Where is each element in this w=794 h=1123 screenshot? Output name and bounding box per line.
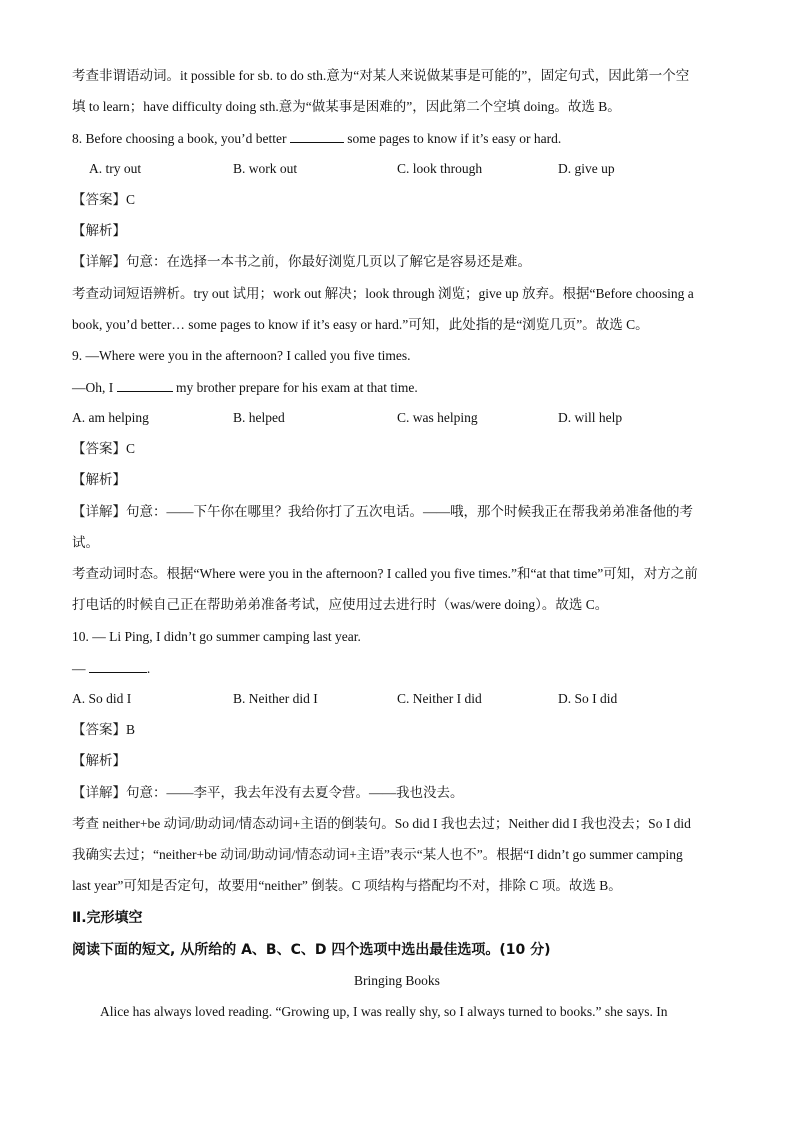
- question-10-stem-part-1: —: [72, 661, 86, 676]
- answer-value: B: [126, 722, 136, 737]
- question-10-option-b: B. Neither did I: [233, 691, 318, 706]
- question-10-stem-part-2: .: [146, 661, 151, 676]
- answer-value: C: [126, 192, 136, 207]
- question-8-option-d: D. give up: [558, 161, 615, 176]
- question-10-option-a: A. So did I: [72, 691, 132, 706]
- question-9-option-d: D. will help: [558, 410, 623, 425]
- detail-text: 句意：在选择一本书之前，你最好浏览几页以了解它是容易还是难。: [126, 254, 531, 269]
- question-10-explanation-line-2: 我确实去过；“neither+be 动词/助动词/情态动词+主语”表示“某人也不”。根据“I didn’t go summer camping: [72, 847, 683, 862]
- answer-blank: [290, 128, 344, 143]
- question-9-detail-line-1: [72, 502, 732, 522]
- question-8-answer: [72, 190, 732, 210]
- answer-label: 【答案】: [72, 192, 126, 207]
- question-9-stem-part-2: my brother prepare for his exam at that time.: [176, 380, 418, 395]
- question-10-stem-line-2: [72, 658, 732, 679]
- detail-text: 句意：——下午你在哪里？我给你打了五次电话。——哦，那个时候我正在帮我弟弟准备他的考: [126, 504, 693, 519]
- question-9-detail-line-2: 试。: [72, 535, 99, 550]
- detail-text: 句意：——李平，我去年没有去夏令营。——我也没去。: [126, 785, 464, 800]
- detail-label: 【详解】: [72, 504, 126, 519]
- question-8-option-a: A. try out: [89, 161, 142, 176]
- passage-first-line: Alice has always loved reading. “Growing up, I was really shy, so I always turned to books.” she says. In: [100, 1004, 668, 1019]
- question-10-option-d: D. So I did: [558, 691, 618, 706]
- answer-blank: [89, 658, 147, 673]
- section-title: Ⅱ.完形填空: [72, 910, 143, 926]
- question-10-detail: [72, 783, 732, 803]
- question-9-option-b: B. helped: [233, 410, 285, 425]
- question-8-analysis-label: 【解析】: [72, 223, 126, 238]
- answer-label: 【答案】: [72, 722, 126, 737]
- detail-label: 【详解】: [72, 785, 126, 800]
- question-9-answer: [72, 439, 732, 459]
- question-8-detail: [72, 252, 732, 272]
- question-9-stem-line-1: 9. —Where were you in the afternoon? I called you five times.: [72, 348, 411, 363]
- question-9-analysis-label: 【解析】: [72, 472, 126, 487]
- question-8-option-c: C. look through: [397, 161, 483, 176]
- question-8-stem-part-2: some pages to know if it’s easy or hard.: [347, 131, 562, 146]
- question-9-explanation-line-1: 考查动词时态。根据“Where were you in the afternoon? I called you five times.”和“at that time”可知，对方之前: [72, 566, 698, 581]
- question-8-stem-part-1: 8. Before choosing a book, you’d better: [72, 131, 287, 146]
- passage-title: Bringing Books: [354, 973, 440, 988]
- question-8-option-b: B. work out: [233, 161, 298, 176]
- question-8-explanation-line-2: book, you’d better… some pages to know if it’s easy or hard.”可知，此处指的是“浏览几页”。故选 C。: [72, 317, 649, 332]
- answer-label: 【答案】: [72, 441, 126, 456]
- prev-explanation-line-2: 填 to learn；have difficulty doing sth.意为“做某事是困难的”，因此第二个空填 doing。故选 B。: [72, 99, 621, 114]
- question-8-explanation-line-1: 考查动词短语辨析。try out 试用；work out 解决；look through 浏览；give up 放弃。根据“Before choosing a: [72, 286, 694, 301]
- question-9-stem-line-2: [72, 377, 732, 398]
- answer-blank: [117, 377, 173, 392]
- question-10-analysis-label: 【解析】: [72, 753, 126, 768]
- answer-value: C: [126, 441, 136, 456]
- question-10-stem-line-1: 10. — Li Ping, I didn’t go summer camping last year.: [72, 629, 361, 644]
- detail-label: 【详解】: [72, 254, 126, 269]
- section-instruction: 阅读下面的短文, 从所给的 A、B、C、D 四个选项中选出最佳选项。(10 分): [72, 942, 551, 958]
- question-10-option-c: C. Neither I did: [397, 691, 482, 706]
- question-10-explanation-line-1: 考查 neither+be 动词/助动词/情态动词+主语的倒装句。So did I 我也去过；Neither did I 我也没去；So I did: [72, 816, 691, 831]
- question-9-explanation-line-2: 打电话的时候自己正在帮助弟弟准备考试，应使用过去进行时（was/were doing）。故选 C。: [72, 597, 609, 612]
- question-8-stem: [72, 128, 732, 149]
- question-10-explanation-line-3: last year”可知是否定句，故要用“neither” 倒装。C 项结构与搭配均不对，排除 C 项。故选 B。: [72, 878, 622, 893]
- question-9-option-c: C. was helping: [397, 410, 478, 425]
- question-9-option-a: A. am helping: [72, 410, 149, 425]
- question-9-stem-part-1: —Oh, I: [72, 380, 114, 395]
- prev-explanation-line-1: 考查非谓语动词。it possible for sb. to do sth.意为“对某人来说做某事是可能的”，固定句式，因此第一个空: [72, 68, 690, 83]
- question-10-answer: [72, 720, 732, 740]
